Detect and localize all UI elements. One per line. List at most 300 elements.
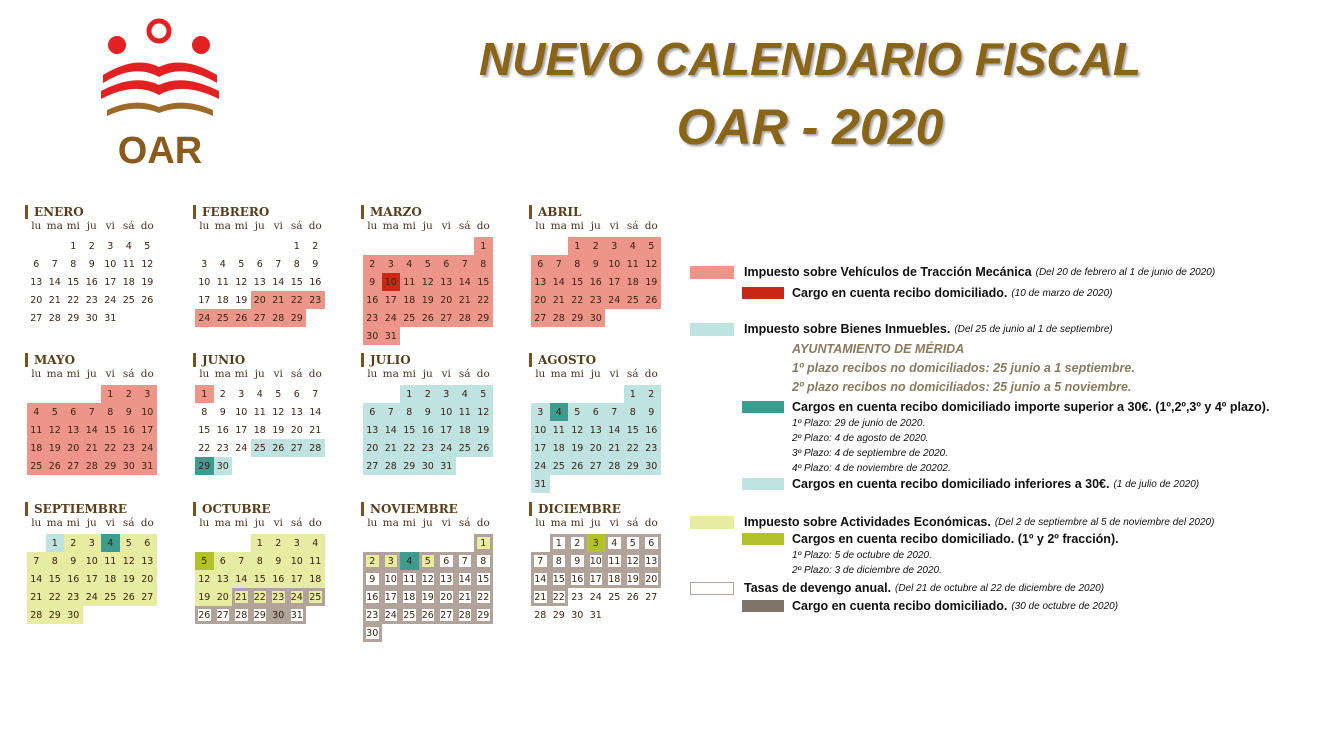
day-cell: 9 (64, 552, 83, 570)
day-cell: 7 (83, 403, 102, 421)
day-cell: 2 (64, 534, 83, 552)
day-cell: 23 (419, 439, 438, 457)
day-cell: 6 (363, 403, 382, 421)
day-cell: 1 (251, 534, 270, 552)
day-cell: 24 (104, 294, 117, 306)
weekday-label: ju (254, 368, 265, 380)
month-febrero (195, 205, 335, 327)
day-cell: 18 (101, 570, 120, 588)
day-cell: 21 (83, 439, 102, 457)
day-cell: 19 (419, 291, 438, 309)
day-cell: 23 (571, 591, 584, 603)
day-cell: 21 (456, 291, 475, 309)
month-grid (363, 367, 503, 475)
day-cell: 31 (437, 457, 456, 475)
day-cell: 20 (251, 291, 270, 309)
weekday-label: vi (441, 517, 451, 529)
day-cell: 7 (531, 552, 550, 570)
day-cell: 24 (605, 291, 624, 309)
day-cell: 15 (46, 570, 65, 588)
day-cell: 15 (550, 570, 569, 588)
day-cell: 27 (363, 457, 382, 475)
day-cell: 24 (138, 439, 157, 457)
weekday-label: lu (31, 368, 42, 380)
day-cell: 14 (605, 421, 624, 439)
day-cell: 20 (214, 588, 233, 606)
day-cell: 2 (363, 552, 382, 570)
day-cell: 9 (88, 258, 95, 270)
day-cell: 9 (120, 403, 139, 421)
day-cell: 5 (568, 403, 587, 421)
day-cell: 10 (587, 552, 606, 570)
day-cell: 9 (363, 570, 382, 588)
day-cell: 6 (437, 552, 456, 570)
weekday-label: ma (550, 517, 567, 529)
empty-cell (550, 385, 569, 403)
empty-cell (214, 237, 233, 255)
day-cell: 21 (27, 588, 46, 606)
day-cell: 3 (382, 552, 401, 570)
day-cell: 27 (531, 309, 550, 327)
day-cell: 3 (83, 534, 102, 552)
day-cell: 19 (46, 439, 65, 457)
day-cell: 26 (141, 294, 154, 306)
empty-cell (456, 534, 475, 552)
month-noviembre (363, 502, 503, 642)
weekday-label: mi (66, 517, 80, 529)
day-cell: 4 (400, 552, 419, 570)
month-grid (27, 219, 167, 327)
legend-iae-plazo-item: 2º Plazo: 3 de diciembre de 2020. (792, 565, 942, 576)
day-cell: 29 (474, 309, 493, 327)
day-cell: 6 (437, 255, 456, 273)
month-abril (531, 205, 671, 327)
legend-ibi-plazo-item: 1º Plazo: 29 de junio de 2020. (792, 418, 926, 429)
day-cell: 14 (531, 570, 550, 588)
legend-iae (690, 515, 1214, 529)
day-cell: 2 (88, 240, 95, 252)
day-cell: 25 (27, 457, 46, 475)
month-grid (363, 219, 503, 345)
weekday-label: do (476, 220, 490, 232)
day-cell: 7 (456, 255, 475, 273)
day-cell: 4 (400, 255, 419, 273)
day-cell: 15 (474, 273, 493, 291)
weekday-label: ma (214, 368, 231, 380)
day-cell: 26 (642, 291, 661, 309)
day-cell: 14 (456, 570, 475, 588)
legend-ibi-cargo-inf (742, 477, 1199, 491)
day-cell: 3 (587, 534, 606, 552)
day-cell: 4 (605, 534, 624, 552)
weekday-label: ju (254, 220, 265, 232)
day-cell: 17 (83, 570, 102, 588)
day-cell: 20 (64, 439, 83, 457)
weekday-label: lu (199, 517, 210, 529)
day-cell: 11 (605, 552, 624, 570)
day-cell: 29 (288, 309, 307, 327)
swatch-tasas-cargo (742, 600, 784, 612)
day-cell: 2 (363, 255, 382, 273)
day-cell: 30 (85, 312, 98, 324)
day-cell: 16 (587, 273, 606, 291)
weekday-label: vi (273, 220, 283, 232)
month-enero (27, 205, 167, 327)
day-cell: 7 (550, 255, 569, 273)
day-cell: 25 (550, 457, 569, 475)
month-name: ABRIL (529, 205, 671, 219)
day-cell: 27 (587, 457, 606, 475)
day-cell: 17 (104, 276, 117, 288)
day-cell: 16 (309, 276, 322, 288)
day-cell: 22 (624, 439, 643, 457)
day-cell: 19 (235, 294, 248, 306)
day-cell: 27 (251, 309, 270, 327)
day-cell: 27 (138, 588, 157, 606)
day-cell: 31 (531, 475, 550, 493)
day-cell: 6 (642, 534, 661, 552)
legend-ibi (690, 322, 1113, 336)
month-junio (195, 353, 335, 475)
weekday-label: vi (609, 368, 619, 380)
day-cell: 23 (216, 442, 229, 454)
day-cell: 2 (568, 534, 587, 552)
empty-cell (550, 237, 569, 255)
day-cell: 21 (550, 291, 569, 309)
day-cell: 20 (531, 291, 550, 309)
day-cell: 24 (288, 588, 307, 606)
weekday-label: sá (290, 220, 303, 232)
day-cell: 16 (363, 291, 382, 309)
day-cell: 11 (253, 406, 266, 418)
day-cell: 2 (120, 385, 139, 403)
day-cell: 22 (474, 588, 493, 606)
day-cell: 26 (474, 439, 493, 457)
day-cell: 10 (605, 255, 624, 273)
day-cell: 5 (120, 534, 139, 552)
day-cell: 19 (568, 439, 587, 457)
day-cell: 3 (605, 237, 624, 255)
weekday-label: mi (234, 368, 248, 380)
empty-cell (400, 237, 419, 255)
day-cell: 20 (437, 291, 456, 309)
day-cell: 18 (456, 421, 475, 439)
weekday-label: do (308, 368, 322, 380)
day-cell: 2 (269, 534, 288, 552)
day-cell: 25 (400, 309, 419, 327)
weekday-label: ma (46, 517, 63, 529)
day-cell: 25 (400, 606, 419, 624)
weekday-label: mi (66, 220, 80, 232)
day-cell: 31 (382, 327, 401, 345)
day-cell: 26 (419, 309, 438, 327)
day-cell: 15 (568, 273, 587, 291)
day-cell: 11 (216, 276, 229, 288)
month-name: SEPTIEMBRE (25, 502, 167, 516)
weekday-label: ma (550, 368, 567, 380)
swatch-ibi-cargo-sup (742, 401, 784, 413)
month-grid (195, 219, 335, 327)
month-grid (531, 367, 671, 493)
day-cell: 11 (550, 421, 569, 439)
day-cell: 6 (33, 258, 40, 270)
day-cell: 12 (46, 421, 65, 439)
day-cell: 20 (138, 570, 157, 588)
day-cell: 16 (64, 570, 83, 588)
day-cell: 25 (214, 309, 233, 327)
empty-cell (568, 385, 587, 403)
day-cell: 25 (122, 294, 135, 306)
day-cell: 19 (624, 570, 643, 588)
day-cell: 12 (419, 570, 438, 588)
day-cell: 29 (101, 457, 120, 475)
day-cell: 4 (306, 534, 325, 552)
weekday-label: do (140, 517, 154, 529)
month-agosto (531, 353, 671, 493)
day-cell: 14 (232, 570, 251, 588)
day-cell: 3 (382, 255, 401, 273)
day-cell: 26 (626, 591, 639, 603)
day-cell: 18 (400, 291, 419, 309)
day-cell: 8 (46, 552, 65, 570)
month-mayo (27, 353, 167, 475)
weekday-label: mi (402, 517, 416, 529)
day-cell: 7 (27, 552, 46, 570)
weekday-label: mi (402, 220, 416, 232)
day-cell: 19 (474, 421, 493, 439)
day-cell: 9 (219, 406, 226, 418)
month-name: JUNIO (193, 353, 335, 367)
day-cell: 23 (642, 439, 661, 457)
empty-cell (531, 237, 550, 255)
day-cell: 27 (214, 606, 233, 624)
day-cell: 11 (624, 255, 643, 273)
day-cell: 1 (550, 534, 569, 552)
day-cell: 13 (253, 276, 266, 288)
weekday-label: sá (290, 368, 303, 380)
weekday-label: do (476, 368, 490, 380)
legend-ibi-cargo-inf-label: Cargos en cuenta recibo domiciliado inferiores a 30€. (792, 477, 1110, 491)
weekday-label: lu (367, 368, 378, 380)
day-cell: 16 (419, 421, 438, 439)
day-cell: 10 (531, 421, 550, 439)
day-cell: 18 (605, 570, 624, 588)
day-cell: 8 (293, 258, 300, 270)
empty-cell (605, 385, 624, 403)
day-cell: 28 (456, 606, 475, 624)
day-cell: 28 (83, 457, 102, 475)
month-name: MARZO (361, 205, 503, 219)
weekday-label: lu (535, 517, 546, 529)
day-cell: 5 (642, 237, 661, 255)
weekday-label: vi (609, 220, 619, 232)
day-cell: 18 (122, 276, 135, 288)
day-cell: 12 (272, 406, 285, 418)
legend-ibi-plazo-item: 2º Plazo: 4 de agosto de 2020. (792, 433, 929, 444)
day-cell: 25 (624, 291, 643, 309)
day-cell: 16 (85, 276, 98, 288)
day-cell: 29 (474, 606, 493, 624)
day-cell: 1 (568, 237, 587, 255)
day-cell: 21 (269, 291, 288, 309)
day-cell: 11 (101, 552, 120, 570)
day-cell: 27 (30, 312, 43, 324)
day-cell: 20 (363, 439, 382, 457)
day-cell: 16 (269, 570, 288, 588)
day-cell: 20 (437, 588, 456, 606)
day-cell: 17 (382, 588, 401, 606)
day-cell: 5 (144, 240, 151, 252)
day-cell: 29 (251, 606, 270, 624)
day-cell: 10 (235, 406, 248, 418)
day-cell: 6 (64, 403, 83, 421)
month-name: JULIO (361, 353, 503, 367)
weekday-label: sá (458, 517, 471, 529)
weekday-label: ma (214, 517, 231, 529)
legend-iae-label: Impuesto sobre Actividades Económicas. (744, 515, 991, 529)
day-cell: 3 (437, 385, 456, 403)
day-cell: 8 (101, 403, 120, 421)
empty-cell (382, 385, 401, 403)
day-cell: 27 (437, 606, 456, 624)
legend-ivtm-cargo-label: Cargo en cuenta recibo domiciliado. (792, 286, 1008, 300)
day-cell: 21 (456, 588, 475, 606)
weekday-label: lu (199, 220, 210, 232)
legend-ibi-note: (Del 25 de junio al 1 de septiembre) (954, 323, 1113, 335)
day-cell: 13 (437, 273, 456, 291)
legend-tasas-cargo-note: (30 de octubre de 2020) (1011, 600, 1119, 612)
weekday-label: mi (66, 368, 80, 380)
day-cell: 3 (201, 258, 208, 270)
legend-tasas-cargo (742, 599, 1118, 613)
weekday-label: do (308, 220, 322, 232)
month-name: DICIEMBRE (529, 502, 671, 516)
day-cell: 25 (101, 588, 120, 606)
weekday-label: vi (441, 368, 451, 380)
day-cell: 4 (101, 534, 120, 552)
day-cell: 9 (642, 403, 661, 421)
empty-cell (363, 385, 382, 403)
day-cell: 14 (83, 421, 102, 439)
day-cell: 22 (400, 439, 419, 457)
day-cell: 26 (120, 588, 139, 606)
weekday-label: lu (367, 517, 378, 529)
oar-logo (95, 15, 225, 170)
empty-cell (27, 237, 46, 255)
day-cell: 13 (363, 421, 382, 439)
weekday-label: ma (382, 517, 399, 529)
day-cell: 16 (216, 424, 229, 436)
empty-cell (195, 237, 214, 255)
legend-ivtm-label: Impuesto sobre Vehículos de Tracción Mecánica (744, 265, 1032, 279)
day-cell: 13 (587, 421, 606, 439)
empty-cell (587, 385, 606, 403)
day-cell: 29 (552, 609, 565, 621)
day-cell: 1 (474, 237, 493, 255)
day-cell: 6 (531, 255, 550, 273)
weekday-label: ju (590, 517, 601, 529)
empty-cell (382, 237, 401, 255)
day-cell: 2 (419, 385, 438, 403)
empty-cell (27, 534, 46, 552)
day-cell: 4 (550, 403, 569, 421)
day-cell: 4 (456, 385, 475, 403)
weekday-label: lu (31, 517, 42, 529)
weekday-label: sá (122, 368, 135, 380)
day-cell: 5 (419, 255, 438, 273)
day-cell: 6 (138, 534, 157, 552)
day-cell: 13 (531, 273, 550, 291)
weekday-label: sá (458, 368, 471, 380)
empty-cell (531, 385, 550, 403)
legend-iae-note: (Del 2 de septiembre al 5 de noviembre del 2020) (994, 516, 1215, 528)
empty-cell (419, 237, 438, 255)
day-cell: 14 (382, 421, 401, 439)
day-cell: 10 (437, 403, 456, 421)
day-cell: 30 (269, 606, 288, 624)
day-cell: 14 (272, 276, 285, 288)
day-cell: 20 (642, 570, 661, 588)
day-cell: 1 (293, 240, 300, 252)
day-cell: 1 (474, 534, 493, 552)
empty-cell (269, 237, 288, 255)
empty-cell (251, 237, 270, 255)
day-cell: 15 (400, 421, 419, 439)
day-cell: 5 (275, 388, 282, 400)
swatch-ibi-cargo-inf (742, 478, 784, 490)
day-cell: 29 (46, 606, 65, 624)
day-cell: 23 (587, 291, 606, 309)
weekday-label: ma (46, 220, 63, 232)
empty-cell (400, 534, 419, 552)
day-cell: 28 (534, 609, 547, 621)
day-cell: 3 (238, 388, 245, 400)
weekday-label: mi (570, 220, 584, 232)
day-cell: 18 (306, 570, 325, 588)
day-cell: 5 (238, 258, 245, 270)
day-cell: 11 (400, 570, 419, 588)
day-cell: 5 (46, 403, 65, 421)
day-cell: 28 (550, 309, 569, 327)
day-cell: 27 (288, 439, 307, 457)
day-cell: 24 (235, 442, 248, 454)
day-cell: 24 (83, 588, 102, 606)
day-cell: 8 (474, 255, 493, 273)
day-cell: 15 (290, 276, 303, 288)
day-cell: 18 (253, 424, 266, 436)
day-cell: 2 (642, 385, 661, 403)
day-cell: 29 (568, 309, 587, 327)
day-cell: 23 (306, 291, 325, 309)
day-cell: 11 (27, 421, 46, 439)
weekday-label: vi (105, 220, 115, 232)
day-cell: 18 (550, 439, 569, 457)
weekday-label: do (308, 517, 322, 529)
weekday-label: lu (367, 220, 378, 232)
legend-ibi-plazo-item: 3º Plazo: 4 de septiembre de 2020. (792, 448, 948, 459)
weekday-label: mi (234, 220, 248, 232)
weekday-label: mi (402, 368, 416, 380)
weekday-label: ju (86, 368, 97, 380)
day-cell: 7 (312, 388, 319, 400)
day-cell: 12 (568, 421, 587, 439)
day-cell: 31 (589, 609, 602, 621)
weekday-label: mi (234, 517, 248, 529)
day-cell: 25 (456, 439, 475, 457)
day-cell: 2 (587, 237, 606, 255)
empty-cell (27, 385, 46, 403)
month-name: MAYO (25, 353, 167, 367)
